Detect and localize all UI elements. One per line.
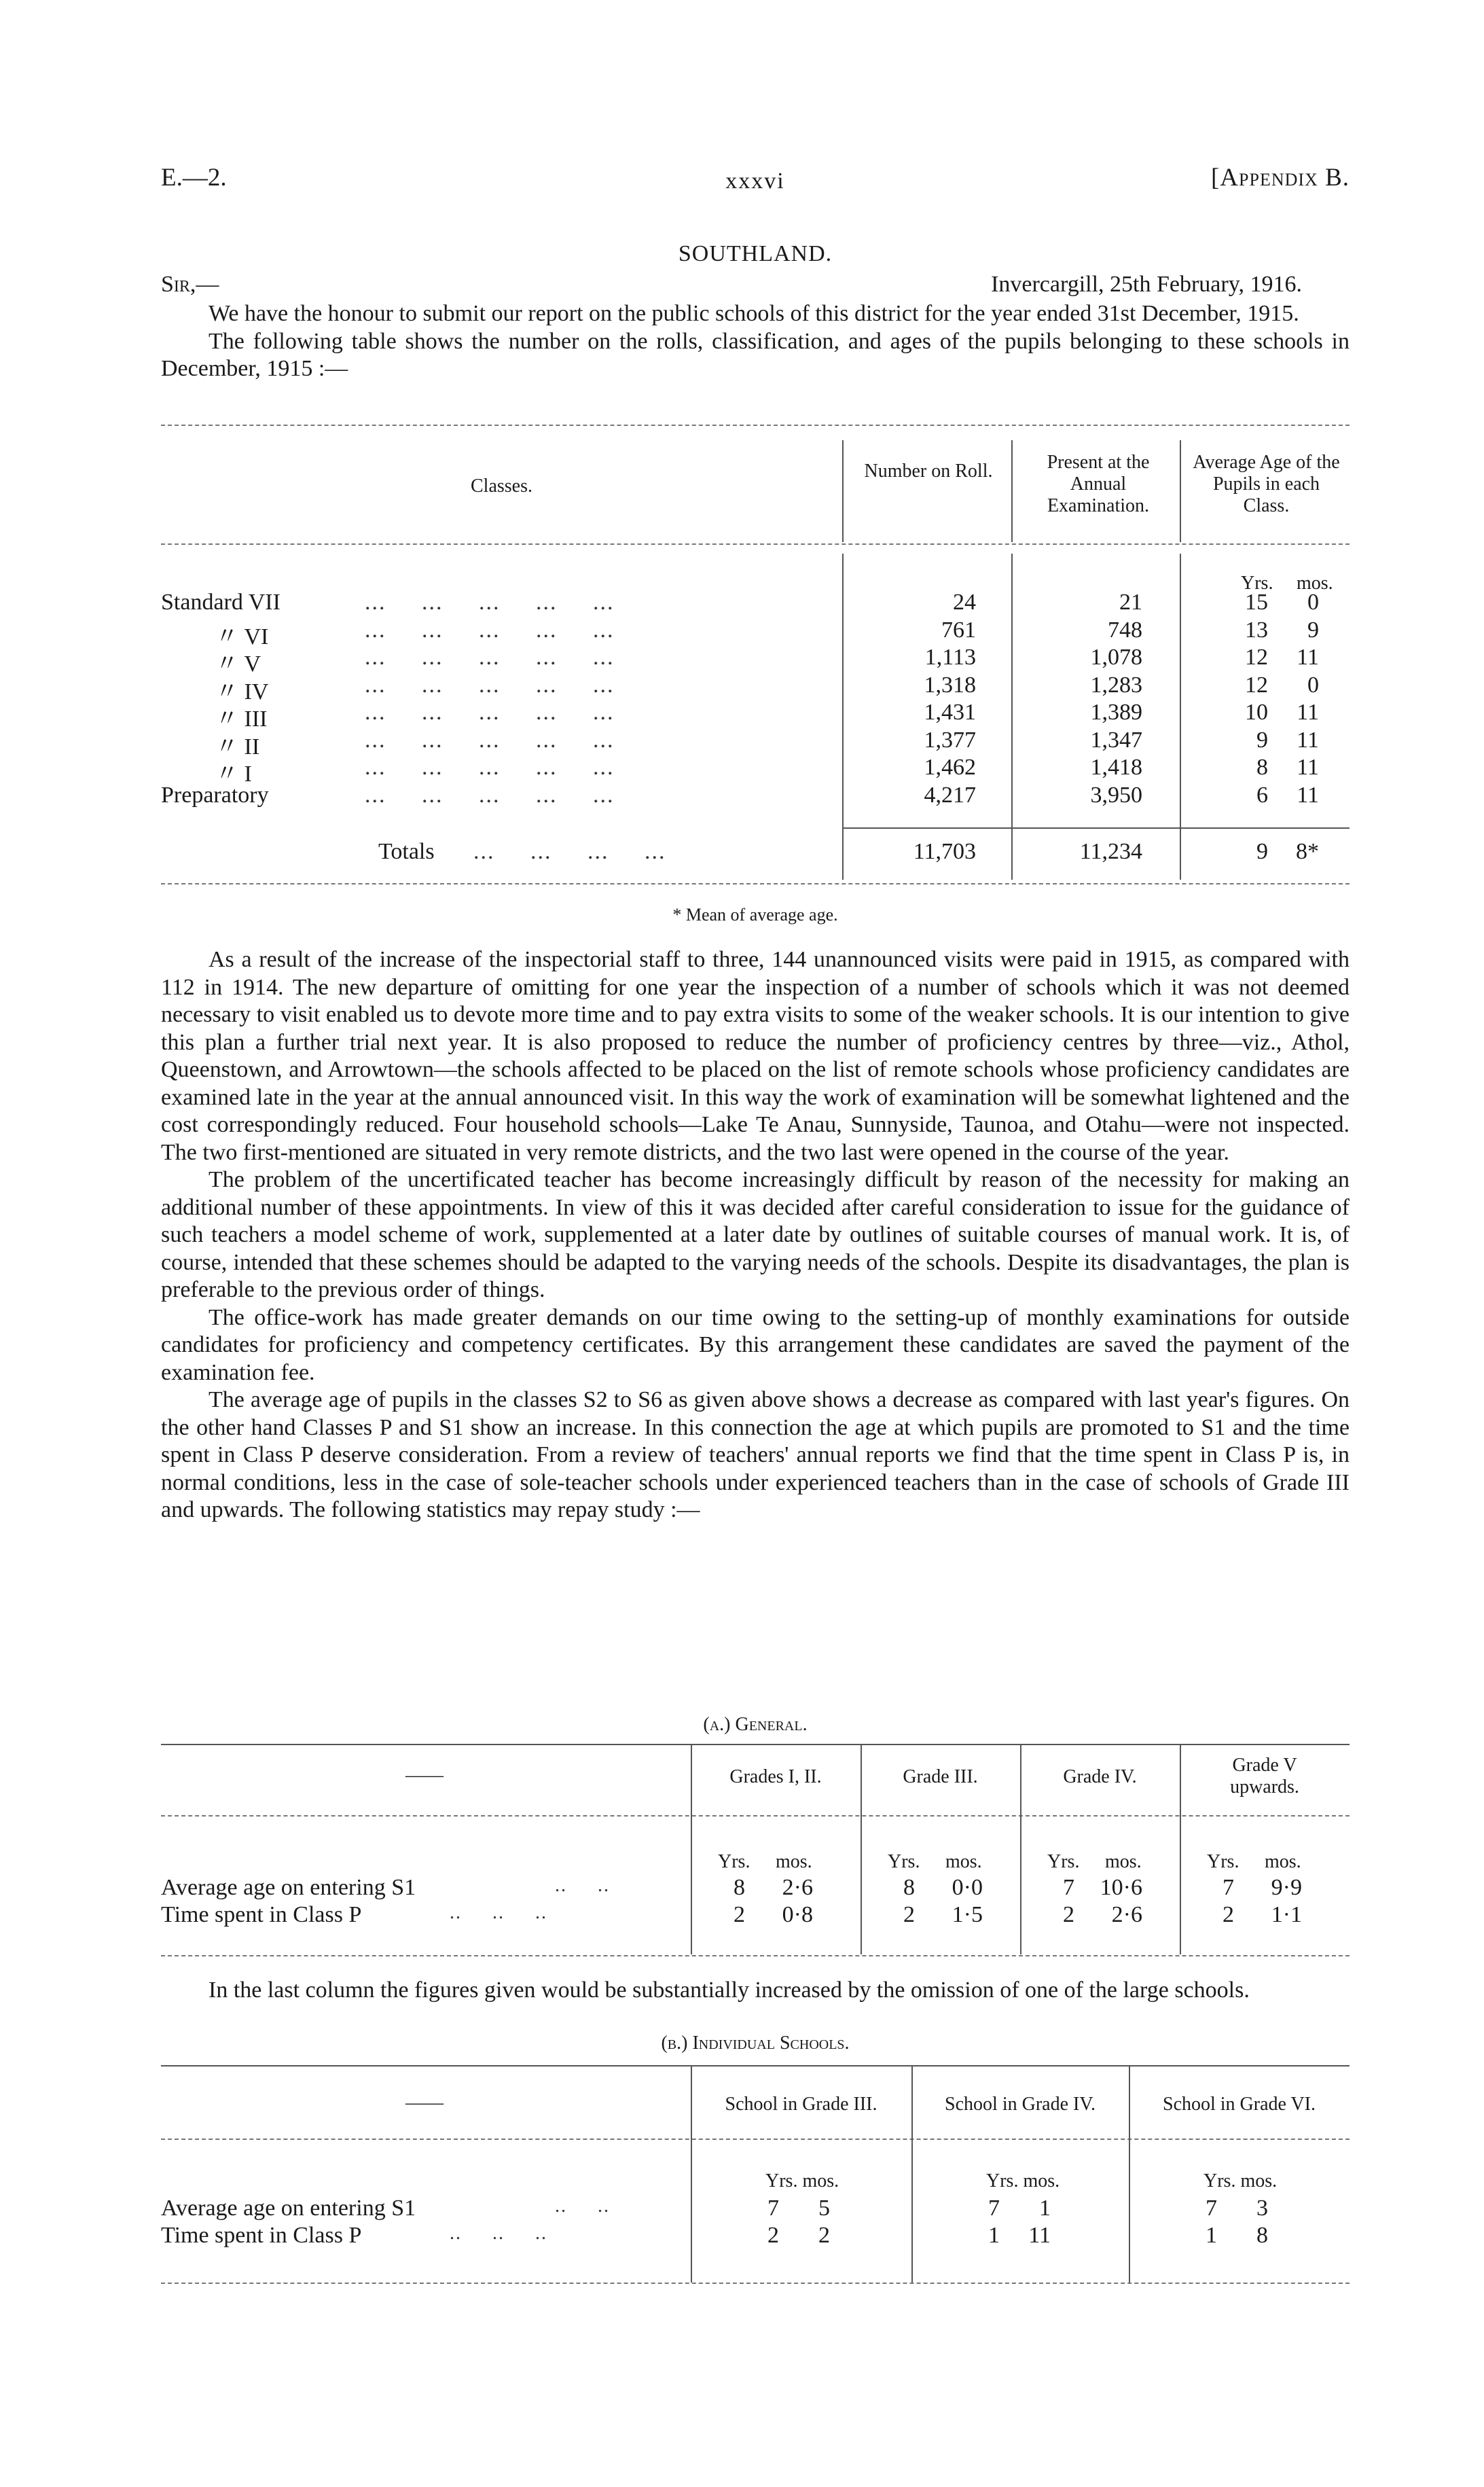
present-value: 1,078 <box>1090 645 1142 670</box>
years-value: 8 <box>734 1875 745 1900</box>
header-right: [Appendix B. <box>1210 164 1350 192</box>
months-value: 0·8 <box>782 1902 813 1927</box>
age-yrs-value: 15 <box>1245 590 1268 615</box>
table2-header-rule <box>161 1815 1350 1817</box>
units-yrs: Yrs. <box>1207 1851 1239 1872</box>
class-label: 〃 I <box>215 762 252 787</box>
units-yrs: Yrs. <box>888 1851 920 1872</box>
totals-present: 11,234 <box>1079 839 1142 864</box>
present-value: 748 <box>1108 617 1142 643</box>
table1-footnote: * Mean of average age. <box>672 905 838 925</box>
header-left: E.—2. <box>161 164 227 192</box>
years-value: 7 <box>988 2196 1000 2221</box>
table-row <box>161 617 1350 649</box>
age-mos-value: 11 <box>1297 755 1319 780</box>
table2-top-rule <box>161 1744 1350 1745</box>
present-value: 1,347 <box>1090 727 1142 753</box>
table1-vline-1 <box>842 440 844 542</box>
place-date: Invercargill, 25th February, 1916. <box>991 272 1302 297</box>
table1-header-rule <box>161 543 1350 545</box>
totals-rule <box>842 827 1350 829</box>
present-value: 21 <box>1119 590 1142 615</box>
leader-dots: ... ... ... ... ... <box>365 645 615 670</box>
units-mos: mos. <box>945 1851 982 1872</box>
leader-dots: .. .. .. <box>450 1902 547 1923</box>
intro-paragraph-1: We have the honour to submit our report on the public schools of this district for the year ended 31st December, 1915. <box>209 301 1299 326</box>
leader-dots: ... ... ... ... ... <box>365 590 615 615</box>
totals-yrs: 9 <box>1256 839 1268 864</box>
table3-caption: (b.) Individual Schools. <box>661 2033 850 2054</box>
months-value: 10·6 <box>1100 1875 1142 1900</box>
units-mos: mos. <box>1105 1851 1142 1872</box>
body-text <box>161 946 1350 1524</box>
units-label: Yrs. mos. <box>765 2170 839 2191</box>
class-label: 〃 III <box>215 706 268 732</box>
months-value: 1 <box>1039 2196 1051 2221</box>
age-yrs-value: 6 <box>1256 782 1268 808</box>
page-header <box>161 163 1350 204</box>
row-label: Time spent in Class P <box>161 2223 362 2248</box>
months-value: 0·0 <box>952 1875 983 1900</box>
units-yrs: Yrs. <box>1241 573 1273 594</box>
row-label: Average age on entering S1 <box>161 2196 416 2221</box>
t2-header-4: Grade V upwards. <box>1230 1755 1299 1797</box>
leader-dots: ... ... ... ... ... <box>365 700 615 725</box>
totals-mos: 8* <box>1296 839 1319 864</box>
age-mos-value: 9 <box>1307 617 1319 643</box>
months-value: 5 <box>818 2196 830 2221</box>
table2-caption: (a.) General. <box>703 1714 808 1735</box>
years-value: 7 <box>1063 1875 1074 1900</box>
salutation-line <box>161 272 1350 302</box>
body-paragraph-2: The problem of the uncertificated teacher has become increasingly difficult by reason of the necessity for making an additional number of these appointments. In view of this it was decided after careful consideration to issue for the guidance of such teachers a model scheme of work, supplemented at a later date by outlines of suitable courses of manual work. It is, of course, intended that these schemes should be adapted to the varying needs of the schools. Despite its disadvantages, the plan is preferable to the previous order of things. <box>161 1167 1350 1302</box>
age-mos-value: 11 <box>1297 700 1319 725</box>
months-value: 8 <box>1256 2223 1268 2248</box>
present-value: 1,389 <box>1090 700 1142 725</box>
table-row <box>161 1902 1350 1929</box>
class-label: 〃 IV <box>215 679 269 704</box>
table3-bottom-rule <box>161 2283 1350 2284</box>
body-paragraph-3: The office-work has made greater demands on our time owing to the setting-up of monthly examinations for outside candidates for proficiency and competency certificates. By this arrangement these candidates are saved the payment of the examination fee. <box>161 1304 1350 1385</box>
table1-top-rule <box>161 425 1350 426</box>
years-value: 7 <box>767 2196 779 2221</box>
table2-bottom-rule <box>161 1955 1350 1956</box>
years-value: 2 <box>1223 1902 1234 1927</box>
years-value: 1 <box>1206 2223 1217 2248</box>
t3-header-3: School in Grade VI. <box>1163 2094 1316 2115</box>
leader-dots: ... ... ... ... ... <box>365 727 615 753</box>
class-label: 〃 VI <box>215 624 269 649</box>
months-value: 2·6 <box>782 1875 813 1900</box>
t2-header-3: Grade IV. <box>1063 1766 1137 1787</box>
table-row <box>161 727 1350 759</box>
header-roll: Number on Roll. <box>864 461 993 482</box>
present-value: 1,283 <box>1090 672 1142 698</box>
months-value: 9·9 <box>1271 1875 1302 1900</box>
leader-dots: ... ... ... ... ... <box>365 782 615 808</box>
age-yrs-value: 9 <box>1256 727 1268 753</box>
header-classes: Classes. <box>471 476 532 497</box>
salutation: Sir,— <box>161 272 219 297</box>
roll-value: 1,318 <box>924 672 976 698</box>
years-value: 8 <box>903 1875 915 1900</box>
t3-header-2: School in Grade IV. <box>945 2094 1096 2115</box>
roll-value: 761 <box>941 617 976 643</box>
present-value: 1,418 <box>1090 755 1142 780</box>
years-value: 2 <box>767 2223 779 2248</box>
table3-dash: —— <box>405 2092 444 2113</box>
table-row <box>161 755 1350 787</box>
table-row <box>161 590 1350 617</box>
intro-paragraph-2: The following table shows the number on the rolls, classification, and ages of the pupils belonging to these schools in December, 1915 :— <box>161 328 1350 381</box>
leader-dots: ... ... ... ... ... <box>365 755 615 780</box>
months-value: 3 <box>1256 2196 1268 2221</box>
age-mos-value: 0 <box>1307 672 1319 698</box>
roll-value: 24 <box>953 590 976 615</box>
leader-dots: .. .. <box>555 2196 610 2217</box>
totals-label: Totals <box>378 839 435 864</box>
units-mos: mos. <box>1265 1851 1301 1872</box>
t3-header-1: School in Grade III. <box>725 2094 877 2115</box>
months-value: 11 <box>1028 2223 1051 2248</box>
months-value: 2 <box>818 2223 830 2248</box>
years-value: 1 <box>988 2223 1000 2248</box>
units-yrs: Yrs. <box>1047 1851 1080 1872</box>
age-yrs-value: 10 <box>1245 700 1268 725</box>
years-value: 2 <box>1063 1902 1074 1927</box>
totals-dots: ... ... ... ... <box>473 839 666 864</box>
present-value: 3,950 <box>1090 782 1142 808</box>
years-value: 7 <box>1223 1875 1234 1900</box>
roll-value: 4,217 <box>924 782 976 808</box>
header-age: Average Age of the Pupils in each Class. <box>1193 452 1340 516</box>
age-yrs-value: 12 <box>1245 672 1268 698</box>
body-paragraph-4: The average age of pupils in the classes S2 to S6 as given above shows a decrease as compared with last year's figures. On the other hand Classes P and S1 show an increase. In this connection the age at which pupils are promoted to S1 and the time spent in Class P deserve consideration. From a review of teachers' annual reports we find that the time spent in Class P is, in normal conditions, less in the case of sole-teacher schools under experienced teachers than in the case of schools of Grade III and upwards. The following statistics may repay study :— <box>161 1387 1350 1522</box>
age-yrs-value: 12 <box>1245 645 1268 670</box>
months-value: 1·5 <box>952 1902 983 1927</box>
totals-roll: 11,703 <box>913 839 976 864</box>
header-present: Present at the Annual Examination. <box>1047 452 1150 516</box>
class-label: 〃 V <box>215 651 261 677</box>
roll-value: 1,462 <box>924 755 976 780</box>
table1-vline-3 <box>1180 440 1181 542</box>
header-page-number: xxxvi <box>725 168 785 194</box>
table1-bottom-rule <box>161 883 1350 884</box>
table-row <box>161 672 1350 704</box>
mid-note <box>161 1977 1350 2005</box>
age-mos-value: 0 <box>1307 590 1319 615</box>
roll-value: 1,377 <box>924 727 976 753</box>
leader-dots: ... ... ... ... ... <box>365 672 615 698</box>
units-mos: mos. <box>776 1851 812 1872</box>
age-mos-value: 11 <box>1297 782 1319 808</box>
table-row <box>161 783 1350 810</box>
t2-header-2: Grade III. <box>903 1766 978 1787</box>
age-mos-value: 11 <box>1297 645 1319 670</box>
row-label: Average age on entering S1 <box>161 1875 416 1900</box>
years-value: 7 <box>1206 2196 1217 2221</box>
intro-text <box>161 300 1350 383</box>
table1-vline-2 <box>1011 440 1013 542</box>
leader-dots: .. .. .. <box>450 2223 547 2244</box>
class-label: Standard VII <box>161 590 280 615</box>
table-row <box>161 1875 1350 1902</box>
totals-row <box>161 839 1350 866</box>
roll-value: 1,431 <box>924 700 976 725</box>
roll-value: 1,113 <box>924 645 976 670</box>
class-label: 〃 II <box>215 734 260 759</box>
table-row <box>161 700 1350 732</box>
units-yrs: Yrs. <box>718 1851 750 1872</box>
table3-top-rule <box>161 2065 1350 2066</box>
class-label: Preparatory <box>161 782 269 808</box>
leader-dots: .. .. <box>555 1875 610 1896</box>
age-mos-value: 11 <box>1297 727 1319 753</box>
table-row <box>161 2223 1350 2250</box>
leader-dots: ... ... ... ... ... <box>365 617 615 643</box>
age-yrs-value: 13 <box>1245 617 1268 643</box>
body-paragraph-1: As a result of the increase of the inspectorial staff to three, 144 unannounced visits were paid in 1915, as compared with 112 in 1914. The new departure of omitting for one year the inspection of a number of schools which it was not deemed necessary to visit enabled us to devote more time and to pay extra visits to some of the weaker schools. It is our intention to give this plan a further trial next year. It is also proposed to reduce the number of proficiency centres by three—viz., Athol, Queenstown, and Arrowtown—the schools affected to be placed on the list of remote schools whose proficiency candidates are examined late in the year at the annual announced visit. In this way the work of examination will be somewhat lightened and the cost correspondingly reduced. Four household schools—Lake Te Anau, Sunnyside, Taunoa, and Otahu—were not inspected. The two first-mentioned are situated in very remote districts, and the two last were opened in the course of the year. <box>161 947 1350 1165</box>
table-row <box>161 2196 1350 2223</box>
t2-header-1: Grades I, II. <box>729 1766 822 1787</box>
units-label: Yrs. mos. <box>986 2170 1060 2191</box>
table2-dash: —— <box>405 1765 444 1786</box>
months-value: 2·6 <box>1111 1902 1142 1927</box>
years-value: 2 <box>734 1902 745 1927</box>
report-title: SOUTHLAND. <box>678 241 833 266</box>
units-label: Yrs. mos. <box>1204 2170 1278 2191</box>
row-label: Time spent in Class P <box>161 1902 362 1927</box>
table-row <box>161 645 1350 677</box>
mid-note-text: In the last column the figures given would be substantially increased by the omission of one of the large schools. <box>209 1978 1250 2003</box>
months-value: 1·1 <box>1271 1902 1302 1927</box>
table3-header-rule <box>161 2139 1350 2140</box>
units-mos: mos. <box>1297 573 1333 594</box>
years-value: 2 <box>903 1902 915 1927</box>
age-yrs-value: 8 <box>1256 755 1268 780</box>
